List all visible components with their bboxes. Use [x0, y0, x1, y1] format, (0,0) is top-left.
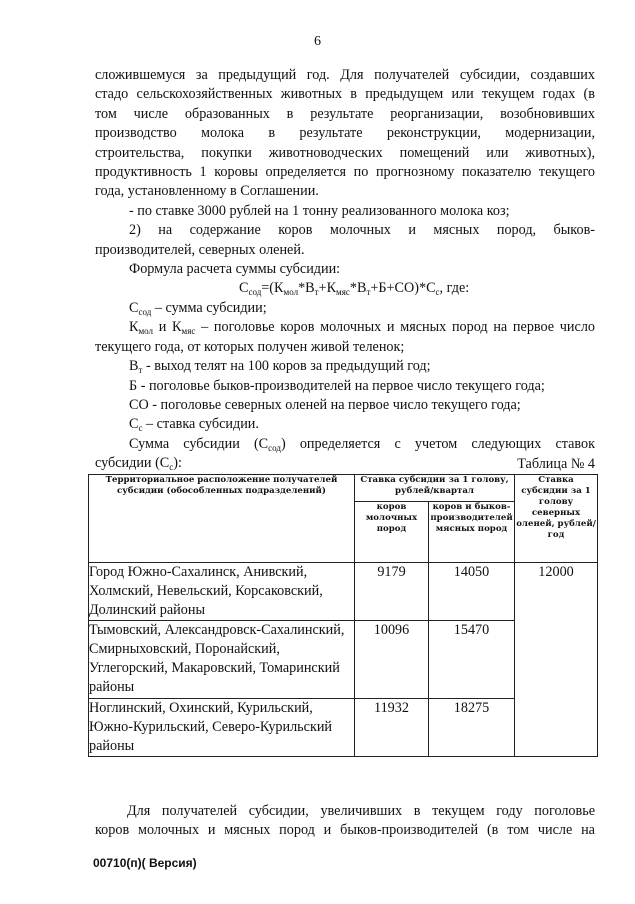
- text-line: Для получателей субсидии, увеличивших в текущем году поголовье: [127, 803, 595, 819]
- text-line: производителей, северных оленей.: [95, 241, 305, 258]
- dairy-rate-cell: 10096: [355, 621, 429, 699]
- region-cell: Город Южно-Сахалинск, Анивский, Холмский, Невельский, Корсаковский, Долинский районы: [89, 563, 355, 621]
- header-rate-group: Ставка субсидии за 1 голову, рублей/квартал: [355, 475, 515, 502]
- paragraph-increase: [95, 802, 595, 841]
- text-line: субсидии $(С_с)$:: [95, 455, 182, 473]
- text-line: коров молочных и мясных пород и быков-производителей (в том числе на: [95, 822, 595, 839]
- document-footer-code: 00710(п)( Версия): [93, 856, 197, 870]
- text-line: том числе образованных в результате реорганизации, возобновивших: [95, 105, 595, 122]
- meat-rate-cell: 15470: [429, 621, 515, 699]
- page-number: 6: [314, 34, 321, 49]
- header-deer: Ставка субсидии за 1 голову северных оленей, рублей/год: [515, 475, 598, 563]
- definition-so: СО - поголовье северных оленей на первое число текущего года;: [129, 396, 521, 413]
- text-line: сложившемуся за предыдущий год. Для получателей субсидии, создавших: [95, 67, 595, 83]
- table-caption: Таблица № 4: [517, 456, 595, 472]
- meat-rate-cell: 14050: [429, 563, 515, 621]
- dairy-rate-cell: 11932: [355, 699, 429, 757]
- paragraph-intro: [95, 66, 595, 474]
- meat-rate-cell: 18275: [429, 699, 515, 757]
- text-line: производство молока в результате реконструкции, модернизации,: [95, 125, 595, 142]
- table-header-row: [89, 475, 598, 502]
- header-meat: коров и быков-производителей мясных пород: [429, 502, 515, 563]
- definition-b: Б - поголовье быков-производителей на первое число текущего года;: [129, 377, 545, 394]
- region-cell: Тымовский, Александровск-Сахалинский, Смирныховский, Поронайский, Углегорский, Макаровский, Томаринский районы: [89, 621, 355, 699]
- text-line: текущего года, от которых получен живой теленок;: [95, 338, 405, 355]
- deer-rate-cell: 12000: [515, 563, 598, 757]
- region-cell: Ноглинский, Охинский, Курильский, Южно-Курильский, Северо-Курильский районы: [89, 699, 355, 757]
- table-row: [89, 563, 598, 621]
- formula-heading: Формула расчета суммы субсидии:: [129, 261, 341, 278]
- text-line: года, установленному в Соглашении.: [95, 183, 319, 200]
- definition-bt: $В_т$ - выход телят на 100 коров за предыдущий год;: [129, 358, 431, 376]
- text-line: Сумма субсидии $(С_{сод})$ определяется с учетом следующих ставок: [129, 435, 596, 453]
- header-dairy: коров молочных пород: [355, 502, 429, 563]
- definition-k: $К_{мол}$ и $К_{мяс}$ – поголовье коров молочных и мясных пород на первое число: [129, 319, 595, 337]
- text-line: строительства, покупки животноводческих помещений или животных),: [95, 144, 595, 161]
- text-line: продуктивность 1 коровы определяется по прогнозному показателю текущего: [95, 164, 595, 181]
- dairy-rate-cell: 9179: [355, 563, 429, 621]
- text-line: стадо сельскохозяйственных животных в предыдущем или текущем годах (в: [95, 86, 595, 103]
- subsidy-formula: $С_{сод}=(К_{мол}*В_т+К_{мяс}*В_т+Б+СО)*С_с$, где:: [239, 280, 470, 298]
- text-line: 2) на содержание коров молочных и мясных пород, быков-: [129, 222, 595, 239]
- text-line: - по ставке 3000 рублей на 1 тонну реализованного молока коз;: [129, 202, 510, 219]
- subsidy-rates-table: [88, 474, 598, 757]
- definition-cc: $С_с$ – ставка субсидии.: [129, 416, 259, 434]
- header-territory: Территориальное расположение получателей субсидии (обособленных подразделений): [89, 475, 355, 563]
- definition-c-sod: $С_{сод}$ – сумма субсидии;: [129, 299, 267, 317]
